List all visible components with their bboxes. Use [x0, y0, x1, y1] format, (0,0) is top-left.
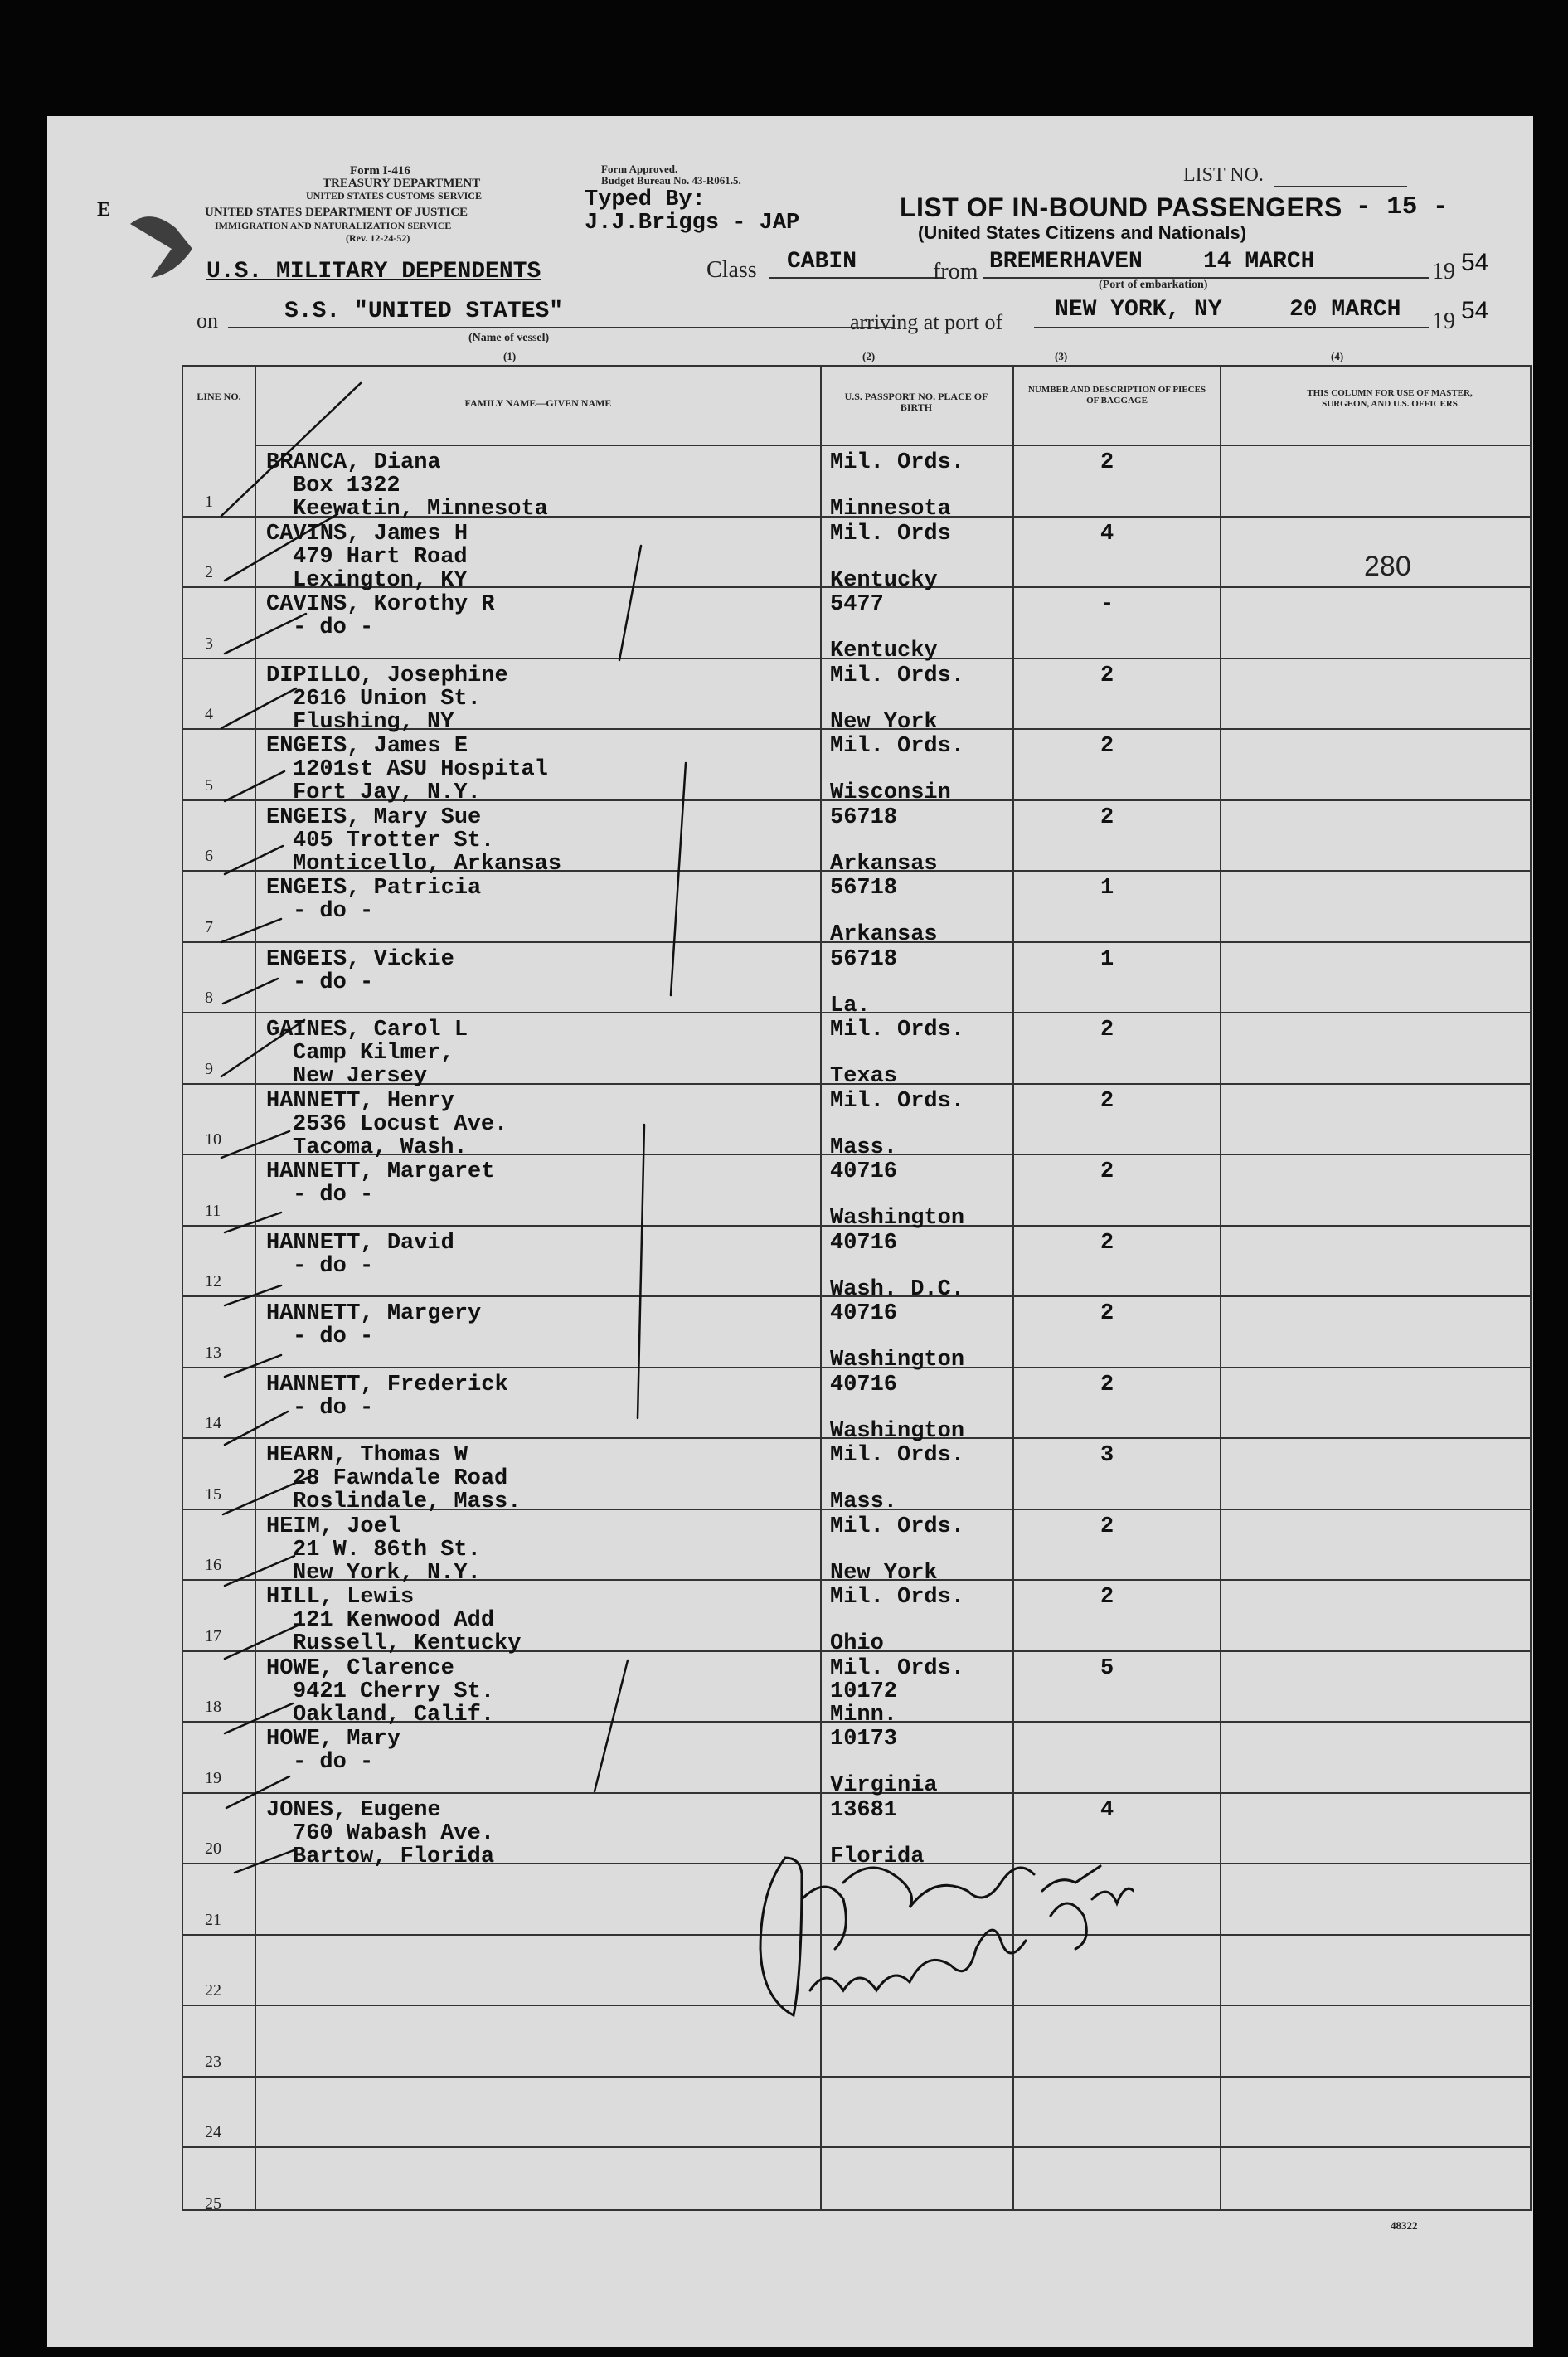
table-row: [183, 2148, 1530, 2219]
address-line-1: 2616 Union St.: [293, 686, 481, 712]
class-value: CABIN: [787, 249, 857, 275]
passenger-name: CAVINS, James H: [266, 521, 468, 547]
baggage-count: 1: [1100, 876, 1114, 901]
address-line-1: 760 Wabash Ave.: [293, 1820, 495, 1846]
passport-number: 40716: [830, 1230, 898, 1256]
table-row: [183, 446, 1530, 522]
baggage-count: 2: [1100, 450, 1114, 475]
table-row: [183, 588, 1530, 663]
address-line-1: - do -: [293, 970, 374, 995]
form-title: LIST OF IN-BOUND PASSENGERS: [900, 192, 1342, 222]
passport-number: 40716: [830, 1301, 898, 1326]
line-number: 25: [205, 2194, 221, 2213]
on-label: on: [197, 309, 218, 333]
baggage-count: 2: [1100, 804, 1114, 830]
baggage-count: 2: [1100, 1018, 1114, 1042]
vessel-name: S.S. "UNITED STATES": [284, 299, 564, 324]
place-of-birth: Mass.: [830, 1135, 898, 1160]
address-line-1: 121 Kenwood Add: [293, 1608, 495, 1633]
table-row: [183, 872, 1530, 947]
table-row: [183, 1297, 1530, 1373]
list-no-underline: [1274, 186, 1407, 187]
address-line-1: 2536 Locust Ave.: [293, 1111, 508, 1137]
address-line-1: 479 Hart Road: [293, 544, 468, 570]
address-line-1: 1201st ASU Hospital: [293, 757, 548, 782]
line-number: 22: [205, 1981, 221, 2000]
baggage-count: 2: [1100, 1585, 1114, 1610]
passport-number-2: 10172: [830, 1679, 898, 1704]
address-line-1: - do -: [293, 1183, 374, 1208]
justice-dept: UNITED STATES DEPARTMENT OF JUSTICE: [205, 206, 468, 219]
line-number: 16: [205, 1556, 221, 1574]
passenger-name: HANNETT, Margery: [266, 1301, 482, 1326]
passport-number: 56718: [830, 876, 898, 901]
margin-note: 280: [1364, 551, 1411, 582]
line-number: 9: [205, 1059, 213, 1078]
place-of-birth: New York: [830, 1560, 938, 1586]
table-row: [183, 1085, 1530, 1160]
table-row: [183, 1227, 1530, 1302]
address-line-2: Flushing, NY: [293, 709, 454, 735]
address-line-2: Russell, Kentucky: [293, 1631, 522, 1656]
place-of-birth: Arkansas: [830, 851, 938, 877]
line-number: 23: [205, 2052, 221, 2071]
col-num-4: (4): [1331, 350, 1344, 362]
line-number: 14: [205, 1414, 221, 1432]
address-line-1: - do -: [293, 1253, 374, 1279]
line-number: 24: [205, 2123, 221, 2141]
from-label: from: [933, 259, 978, 284]
address-line-2: Fort Jay, N.Y.: [293, 780, 481, 805]
passport-number: Mil. Ords.: [830, 663, 965, 688]
from-year: 54: [1461, 249, 1489, 276]
passenger-name: HANNETT, Frederick: [266, 1372, 508, 1397]
address-line-2: New Jersey: [293, 1064, 428, 1089]
vessel-note: (Name of vessel): [468, 332, 550, 344]
place-of-birth: Wash. D.C.: [830, 1276, 965, 1302]
line-number: 8: [205, 989, 213, 1007]
address-line-1: 28 Fawndale Road: [293, 1466, 508, 1491]
table-row: [183, 1155, 1530, 1231]
address-line-2: Monticello, Arkansas: [293, 851, 562, 877]
baggage-count: 5: [1100, 1655, 1114, 1681]
stamp-mark: [126, 191, 201, 290]
address-line-2: Keewatin, Minnesota: [293, 497, 548, 522]
line-number: 15: [205, 1485, 221, 1504]
passport-number: Mil. Ords.: [830, 1443, 965, 1468]
class-underline: [769, 277, 943, 279]
col-num-1: (1): [503, 350, 517, 362]
passenger-name: HANNETT, Margaret: [266, 1159, 495, 1184]
treasury-dept: TREASURY DEPARTMENT: [323, 177, 481, 190]
baggage-count: 2: [1100, 1159, 1114, 1184]
table-row: [183, 1652, 1530, 1728]
baggage-count: 4: [1100, 521, 1114, 547]
address-line-2: Bartow, Florida: [293, 1844, 495, 1869]
address-line-2: New York, N.Y.: [293, 1560, 481, 1586]
table-row: [183, 659, 1530, 735]
address-line-1: Camp Kilmer,: [293, 1041, 454, 1066]
address-line-2: Roslindale, Mass.: [293, 1490, 522, 1514]
arrival-year: 54: [1461, 297, 1489, 324]
passenger-name: ENGEIS, Mary Sue: [266, 804, 482, 830]
baggage-count: 2: [1100, 1088, 1114, 1114]
line-number: 7: [205, 917, 213, 936]
passport-number: Mil. Ords: [830, 521, 951, 547]
address-line-2: Oakland, Calif.: [293, 1702, 495, 1728]
baggage-count: 2: [1100, 1301, 1114, 1326]
address-line-1: 405 Trotter St.: [293, 828, 495, 853]
typed-by-value: J.J.Briggs - JAP: [585, 211, 800, 236]
place-of-birth: Minn.: [830, 1702, 898, 1728]
passport-number: Mil. Ords.: [830, 1088, 965, 1114]
passenger-name: BRANCA, Diana: [266, 450, 441, 475]
line-number: 6: [205, 847, 213, 865]
table-row: [183, 518, 1530, 593]
passenger-name: HOWE, Clarence: [266, 1655, 454, 1681]
passport-number: Mil. Ords.: [830, 1585, 965, 1610]
address-line-1: - do -: [293, 899, 374, 924]
baggage-count: 2: [1100, 663, 1114, 688]
list-no-label: LIST NO.: [1183, 164, 1264, 186]
passenger-name: HANNETT, David: [266, 1230, 454, 1256]
table-row: [183, 2078, 1530, 2149]
header-name: FAMILY NAME—GIVEN NAME: [464, 397, 612, 409]
address-line-1: - do -: [293, 1750, 374, 1775]
line-number: 5: [205, 775, 213, 795]
place-of-birth: Wisconsin: [830, 780, 951, 805]
passport-number: Mil. Ords.: [830, 450, 965, 475]
baggage-count: 1: [1100, 946, 1114, 972]
passport-number: 56718: [830, 946, 898, 972]
from-date: 14 MARCH: [1203, 249, 1315, 275]
passenger-name: HILL, Lewis: [266, 1585, 415, 1610]
baggage-count: 2: [1100, 1230, 1114, 1256]
place-of-birth: La.: [830, 993, 871, 1018]
typed-by-label: Typed By:: [585, 187, 706, 212]
table-row: [183, 943, 1530, 1018]
baggage-count: 2: [1100, 1372, 1114, 1397]
passport-number: 40716: [830, 1159, 898, 1184]
passport-number: 56718: [830, 804, 898, 830]
customs-service: UNITED STATES CUSTOMS SERVICE: [306, 190, 482, 202]
line-number: 19: [205, 1768, 221, 1787]
place-of-birth: Virginia: [830, 1773, 938, 1798]
col-num-2: (2): [862, 350, 876, 362]
table-row: [183, 1013, 1530, 1089]
baggage-count: -: [1100, 592, 1114, 617]
arrival-underline: [1034, 327, 1429, 328]
passenger-name: HEARN, Thomas W: [266, 1443, 468, 1468]
passport-number: 40716: [830, 1372, 898, 1397]
address-line-2: Tacoma, Wash.: [293, 1135, 468, 1160]
address-line-1: - do -: [293, 1395, 374, 1421]
passport-number: 13681: [830, 1797, 898, 1823]
place-of-birth: Ohio: [830, 1631, 884, 1656]
table-row: [183, 1368, 1530, 1444]
form-approved: Form Approved.: [601, 163, 678, 175]
form-number: Form I-416: [350, 164, 410, 177]
line-number: 13: [205, 1343, 221, 1362]
passenger-name: ENGEIS, James E: [266, 734, 468, 759]
page-number: - 15 -: [1356, 192, 1449, 221]
passenger-name: CAVINS, Korothy R: [266, 592, 495, 617]
header-officers: THIS COLUMN FOR USE OF MASTER, SURGEON, AND U.S. OFFICERS: [1307, 388, 1473, 409]
table-row: [183, 1581, 1530, 1656]
table-row: [183, 801, 1530, 877]
line-number: 20: [205, 1839, 221, 1858]
place-of-birth: Washington: [830, 1206, 965, 1231]
passenger-name: ENGEIS, Vickie: [266, 946, 454, 972]
from-port: BREMERHAVEN: [989, 249, 1143, 275]
line-number: 10: [205, 1130, 221, 1149]
passport-number: Mil. Ords.: [830, 1655, 965, 1681]
passenger-name: JONES, Eugene: [266, 1797, 441, 1823]
address-line-1: Box 1322: [293, 474, 400, 498]
place-of-birth: Kentucky: [830, 567, 938, 593]
address-line-1: - do -: [293, 1324, 374, 1349]
place-of-birth: Florida: [830, 1844, 925, 1869]
line-number: 21: [205, 1910, 221, 1929]
line-number: 12: [205, 1272, 221, 1290]
line-number: 3: [205, 634, 213, 653]
passenger-name: ENGEIS, Patricia: [266, 876, 482, 901]
line-number: 11: [205, 1201, 221, 1220]
place-of-birth: Texas: [830, 1064, 898, 1089]
footer-code: 48322: [1391, 2219, 1418, 2232]
line-number: 1: [205, 492, 213, 511]
place-of-birth: Minnesota: [830, 497, 951, 522]
passenger-name: HEIM, Joel: [266, 1514, 401, 1539]
arrival-port: NEW YORK, NY: [1055, 297, 1222, 323]
passenger-name: HANNETT, Henry: [266, 1088, 454, 1114]
place-of-birth: Washington: [830, 1348, 965, 1373]
form-subtitle: (United States Citizens and Nationals): [918, 222, 1247, 243]
line-number: 18: [205, 1698, 221, 1716]
header-passport: U.S. PASSPORT NO. PLACE OF BIRTH: [844, 391, 988, 413]
line-number: 4: [205, 705, 213, 723]
edge-letter: E: [97, 199, 111, 221]
immigration-service: IMMIGRATION AND NATURALIZATION SERVICE: [215, 220, 452, 231]
address-line-1: 9421 Cherry St.: [293, 1679, 495, 1704]
vessel-underline: [228, 327, 893, 328]
passport-number: Mil. Ords.: [830, 1514, 965, 1539]
baggage-count: 4: [1100, 1797, 1114, 1823]
line-number: 17: [205, 1626, 221, 1645]
line-number: 2: [205, 563, 213, 581]
passport-number: Mil. Ords.: [830, 734, 965, 759]
baggage-count: 3: [1100, 1443, 1114, 1468]
document-page: [47, 116, 1533, 2347]
place-of-birth: Arkansas: [830, 922, 938, 947]
header-baggage: NUMBER AND DESCRIPTION OF PIECES OF BAGGAGE: [1027, 385, 1206, 406]
arrival-year-prefix: 19: [1432, 309, 1455, 334]
category: U.S. MILITARY DEPENDENTS: [206, 259, 541, 284]
address-line-1: - do -: [293, 615, 374, 640]
baggage-count: 2: [1100, 1514, 1114, 1539]
passenger-name: GAINES, Carol L: [266, 1018, 468, 1042]
table-row: [183, 730, 1530, 805]
place-of-birth: Kentucky: [830, 639, 938, 663]
table-row: [183, 1510, 1530, 1586]
passport-number: 10173: [830, 1727, 898, 1752]
officer-signature: [702, 1825, 1134, 2040]
form-revision: (Rev. 12-24-52): [346, 232, 410, 244]
arrival-date: 20 MARCH: [1289, 297, 1401, 323]
table-row: [183, 1439, 1530, 1514]
passenger-name: HOWE, Mary: [266, 1727, 401, 1752]
budget-bureau: Budget Bureau No. 43-R061.5.: [601, 174, 741, 187]
address-line-1: 21 W. 86th St.: [293, 1537, 481, 1562]
passport-number: Mil. Ords.: [830, 1018, 965, 1042]
place-of-birth: Mass.: [830, 1490, 898, 1514]
header-line-no: LINE NO.: [197, 391, 241, 402]
from-year-prefix: 19: [1432, 259, 1455, 284]
place-of-birth: Washington: [830, 1418, 965, 1444]
col-num-3: (3): [1055, 350, 1068, 362]
arriving-label: arriving at port of: [850, 310, 1003, 334]
place-of-birth: New York: [830, 709, 938, 735]
table-row: [183, 1723, 1530, 1798]
baggage-count: 2: [1100, 734, 1114, 759]
address-line-2: Lexington, KY: [293, 567, 468, 593]
passenger-name: DIPILLO, Josephine: [266, 663, 508, 688]
port-embark-note: (Port of embarkation): [1099, 279, 1208, 291]
class-label: Class: [706, 257, 757, 283]
passport-number: 5477: [830, 592, 884, 617]
